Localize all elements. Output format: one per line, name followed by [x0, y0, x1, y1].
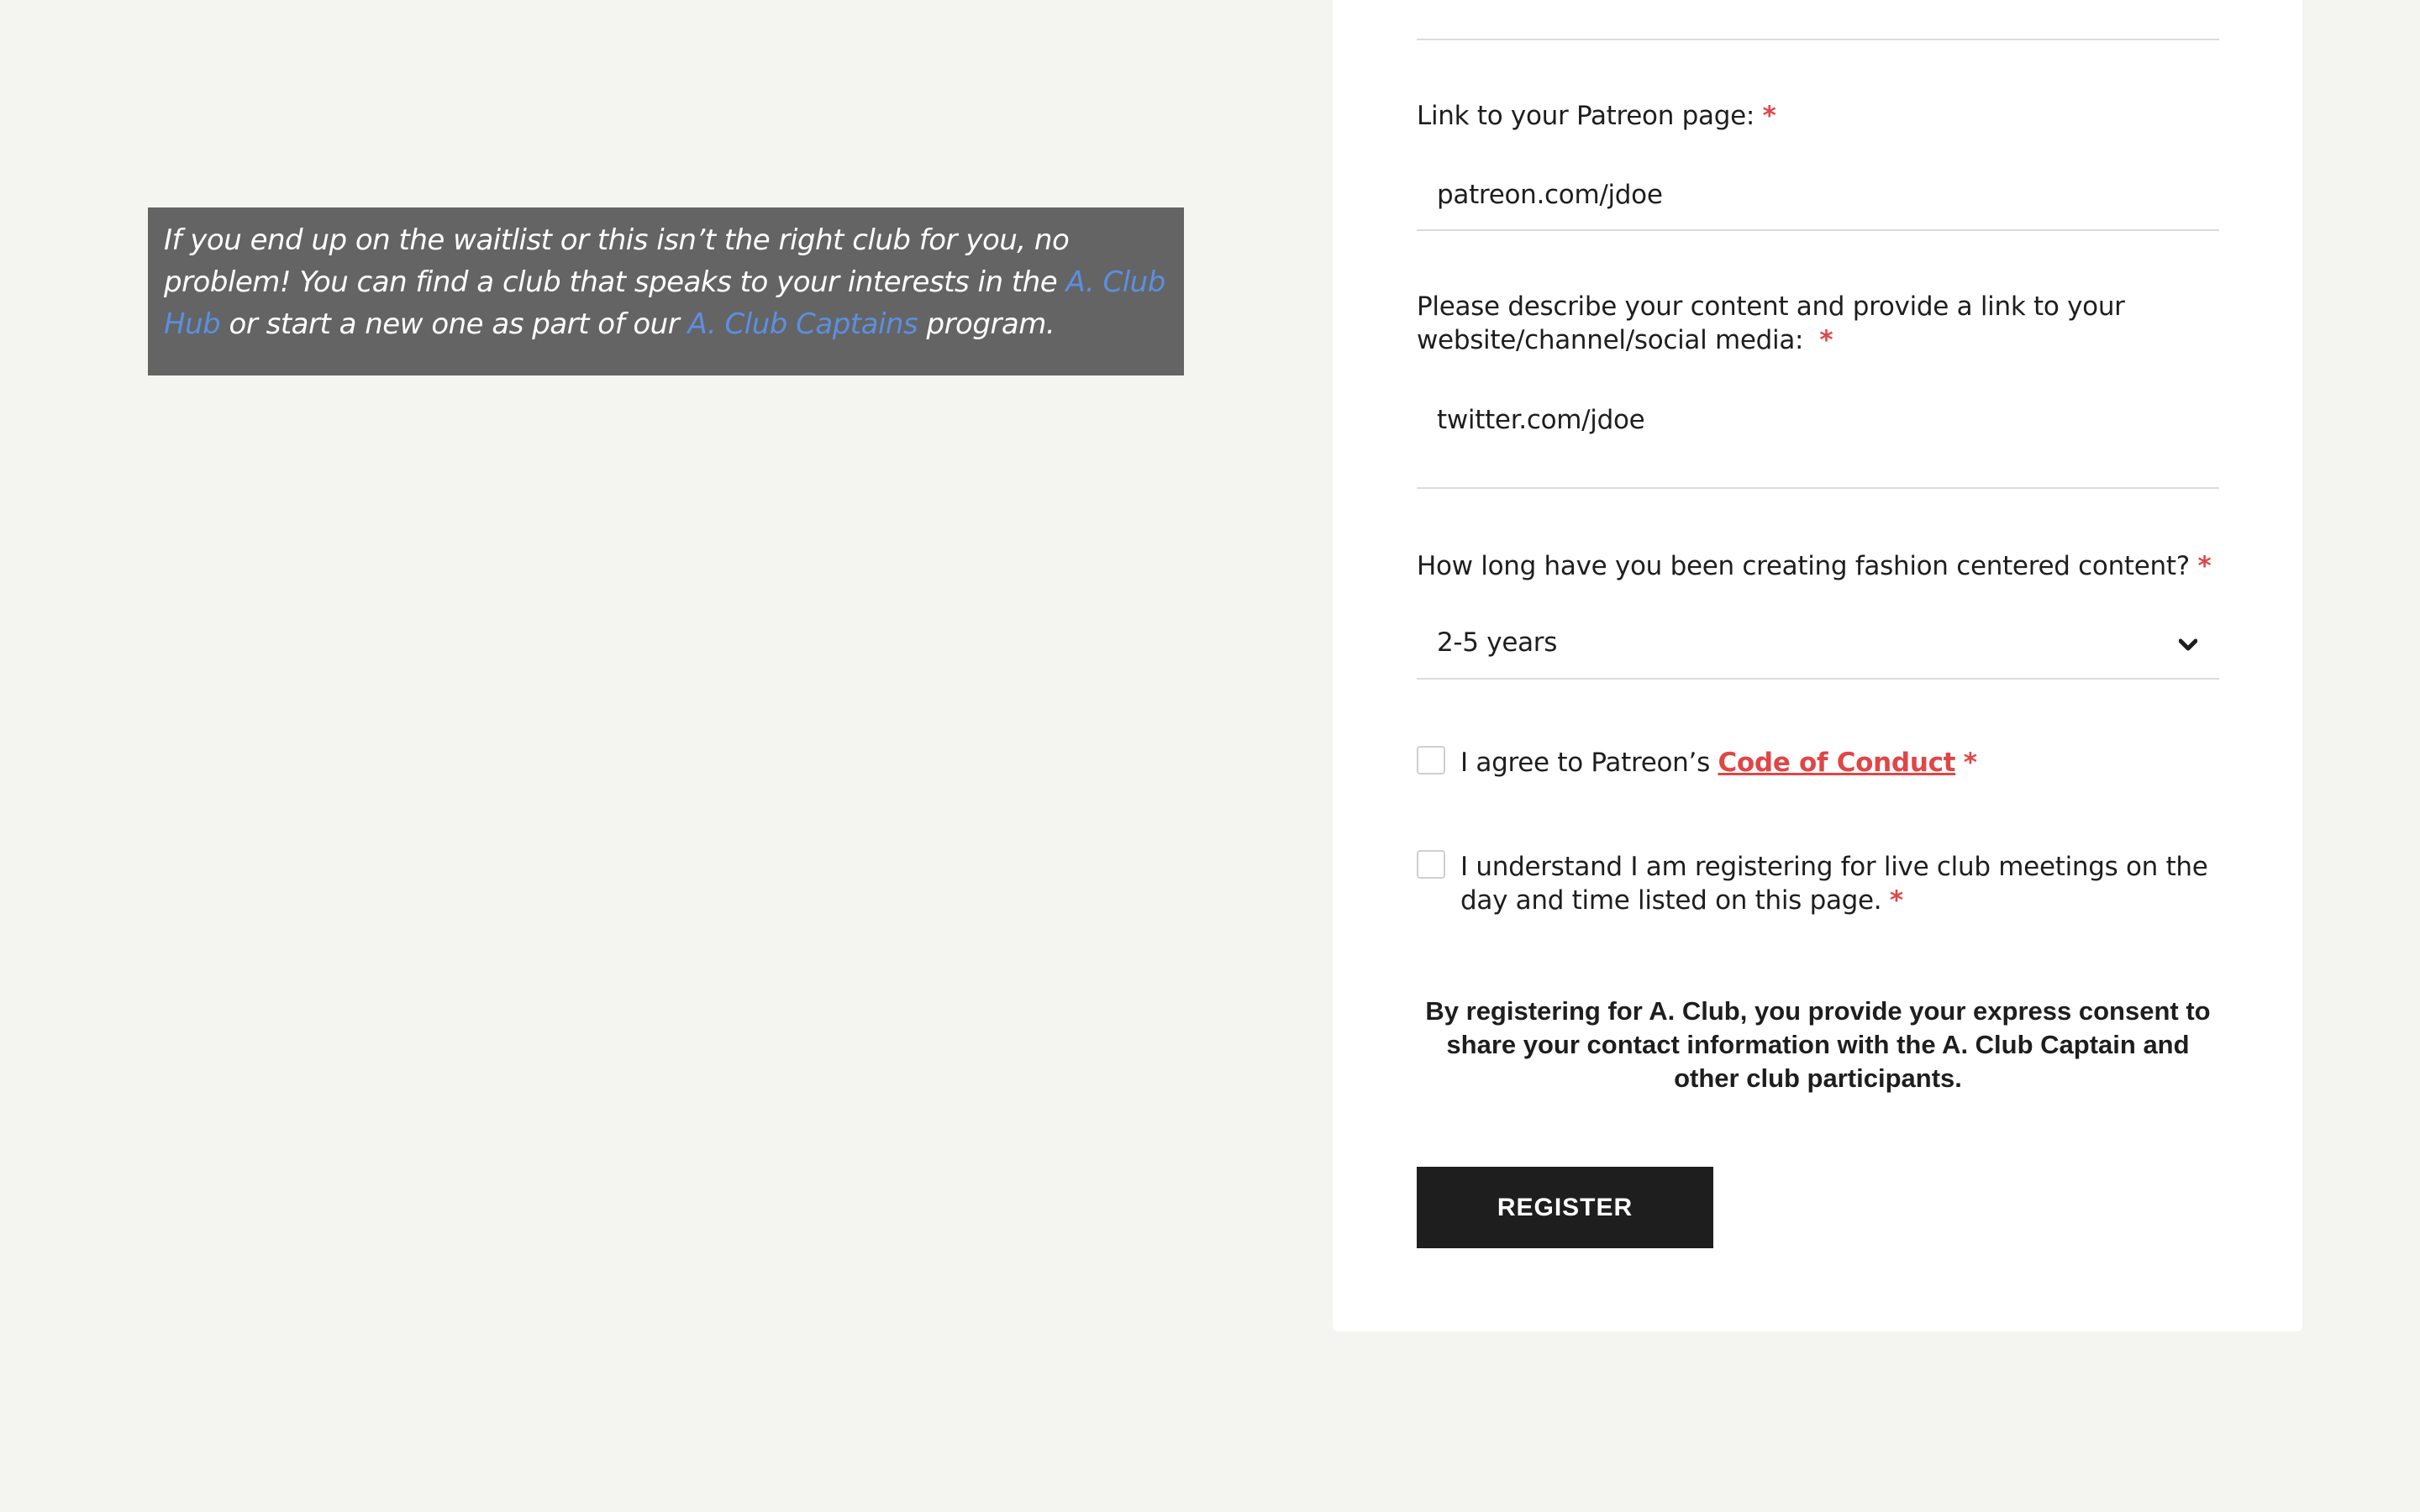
- experience-label: How long have you been creating fashion centered content? *: [1417, 551, 2212, 581]
- patreon-link-field[interactable]: [1417, 173, 2219, 231]
- chevron-down-icon: [2179, 638, 2197, 652]
- content-description-field[interactable]: [1417, 399, 2219, 489]
- content-description-input[interactable]: [1417, 399, 2219, 441]
- live-meetings-checkbox[interactable]: [1417, 850, 1445, 879]
- patreon-link-label: Link to your Patreon page: *: [1417, 101, 1776, 131]
- required-mark: *: [1963, 748, 1977, 778]
- info-text-3: program.: [918, 307, 1055, 341]
- waitlist-info-box: [148, 207, 1184, 375]
- patreon-link-input[interactable]: [1417, 173, 2219, 217]
- required-mark: *: [1762, 101, 1776, 131]
- club-hub-link[interactable]: A. Club Hub: [164, 265, 1165, 341]
- experience-selected-value: 2-5 years: [1437, 627, 1558, 658]
- club-captains-link[interactable]: A. Club Captains: [687, 307, 918, 341]
- experience-select[interactable]: [1417, 622, 2219, 680]
- previous-field-underline: [1417, 39, 2219, 40]
- code-of-conduct-label: I agree to Patreon’s Code of Conduct *: [1460, 748, 1977, 778]
- code-of-conduct-link[interactable]: Code of Conduct: [1718, 748, 1956, 778]
- info-text-1: If you end up on the waitlist or this isn’t the right club for you, no problem! You can find a club that speaks to your interests in the: [164, 223, 1070, 299]
- required-mark: *: [2197, 551, 2212, 581]
- required-mark: *: [1819, 325, 1833, 355]
- content-description-label: Please describe your content and provide a link to your website/channel/social media: *: [1417, 291, 2125, 355]
- info-text-2: or start a new one as part of our: [220, 307, 688, 341]
- live-meetings-label: I understand I am registering for live club meetings on the day and time listed on this page. *: [1460, 852, 2208, 916]
- code-of-conduct-checkbox[interactable]: [1417, 746, 1445, 774]
- required-mark: *: [1889, 885, 1903, 916]
- register-button[interactable]: REGISTER: [1417, 1167, 1713, 1248]
- consent-notice: By registering for A. Club, you provide your express consent to share your contact information with the A. Club Captain and other club participants.: [1425, 996, 2211, 1093]
